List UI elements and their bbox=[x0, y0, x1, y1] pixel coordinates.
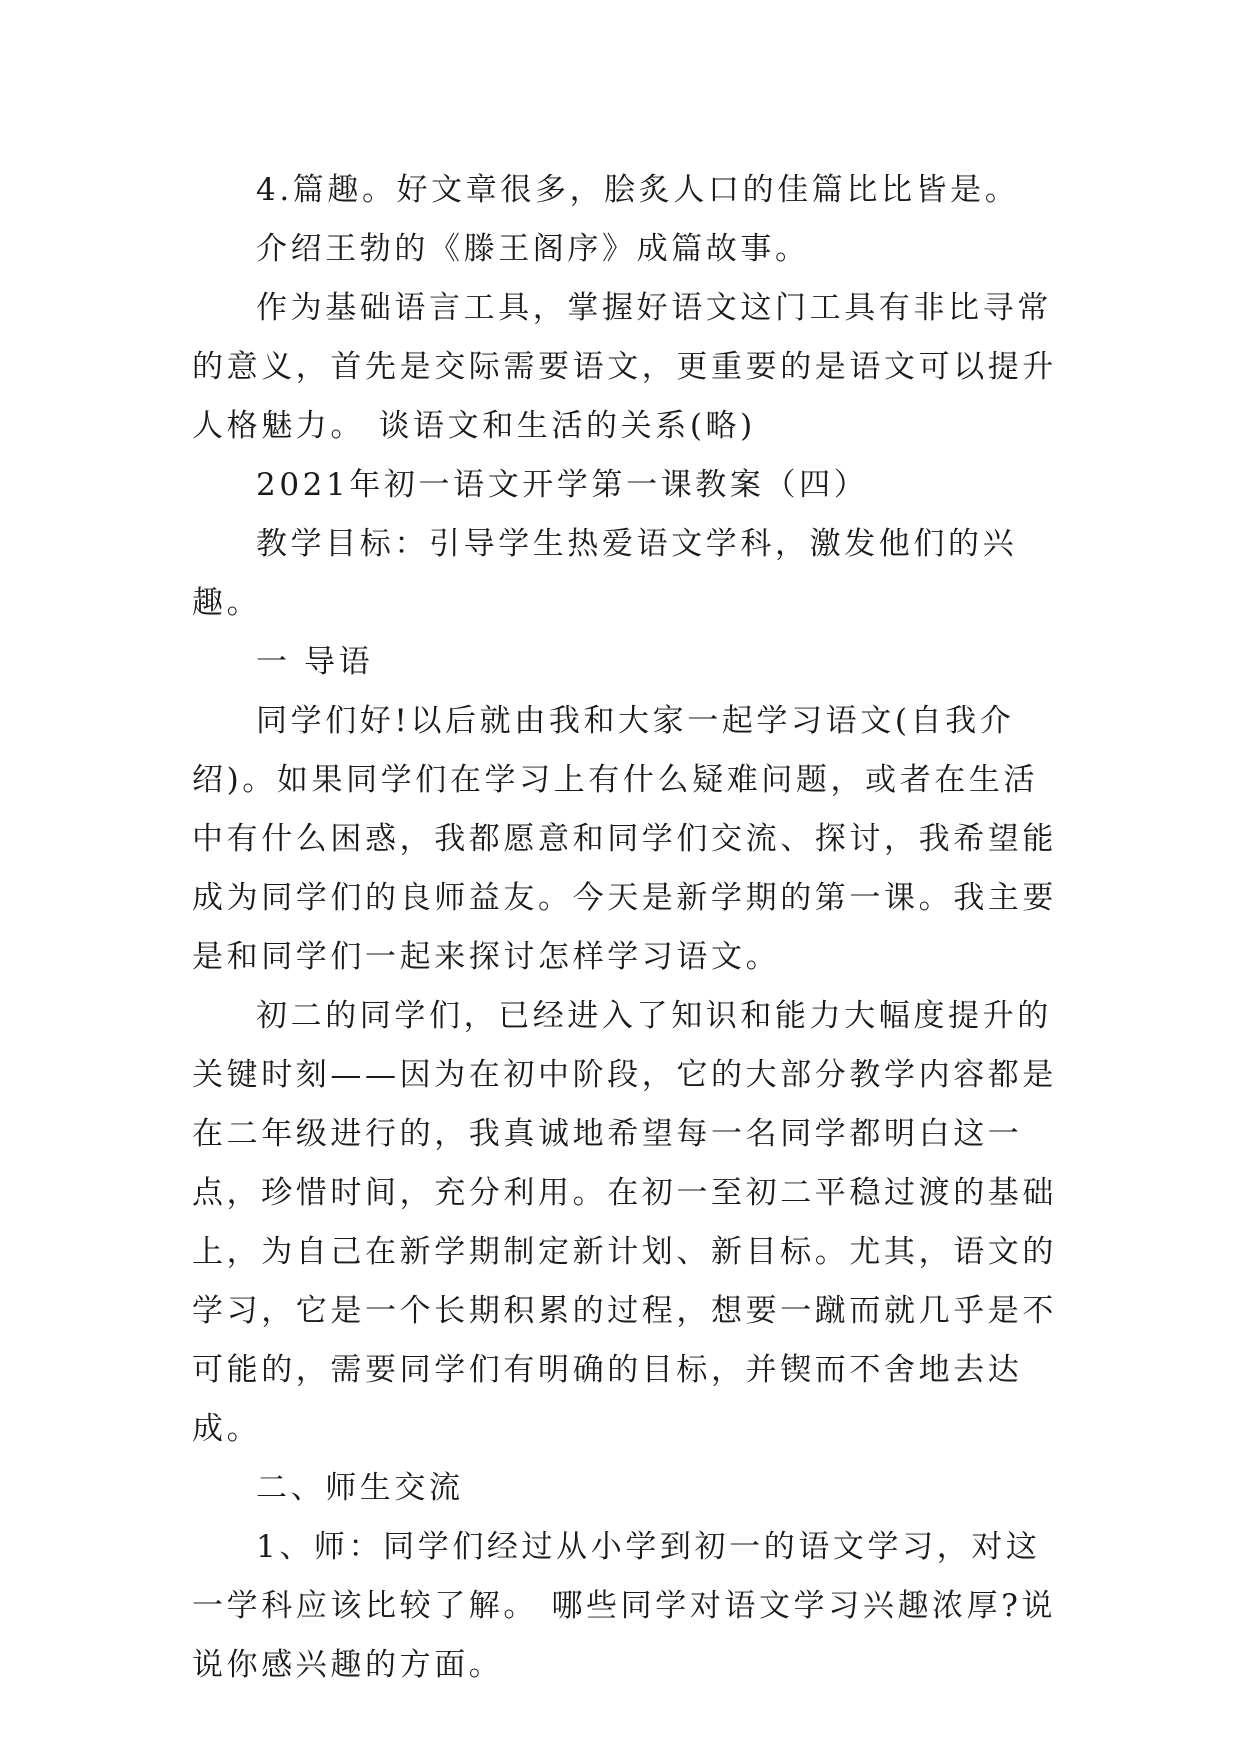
teaching-objective: 教学目标：引导学生热爱语文学科，激发他们的兴趣。 bbox=[192, 526, 1018, 621]
section-heading-intro: 一 导语 bbox=[256, 644, 374, 680]
paragraph-chapter-interest: 4.篇趣。好文章很多，脍炙人口的佳篇比比皆是。 bbox=[256, 172, 1020, 208]
lesson-plan-title: 2021年初一语文开学第一课教案（四） bbox=[256, 467, 869, 503]
paragraph-greeting: 同学们好!以后就由我和大家一起学习语文(自我介绍)。如果同学们在学习上有什么疑难问题，或者在生活中有什么困惑，我都愿意和同学们交流、探讨，我希望能成为同学们的良师益友。今天是新学期的第一课。我主要是和同学们一起来探讨怎样学习语文。 bbox=[192, 703, 1057, 975]
paragraph-teacher-question: 1、师：同学们经过从小学到初一的语文学习，对这一学科应该比较了解。 哪些同学对语文学习兴趣浓厚?说说你感兴趣的方面。 bbox=[192, 1529, 1057, 1683]
paragraph-language-tool: 作为基础语言工具，掌握好语文这门工具有非比寻常的意义，首先是交际需要语文，更重要的是语文可以提升人格魅力。 谈语文和生活的关系(略) bbox=[192, 290, 1057, 444]
paragraph-tengwangge: 介绍王勃的《滕王阁序》成篇故事。 bbox=[256, 231, 810, 267]
document-body bbox=[192, 161, 1072, 1695]
section-heading-exchange: 二、师生交流 bbox=[256, 1470, 464, 1506]
paragraph-grade-two: 初二的同学们，已经进入了知识和能力大幅度提升的关键时刻——因为在初中阶段，它的大部分教学内容都是在二年级进行的，我真诚地希望每一名同学都明白这一点，珍惜时间，充分利用。在初一至初二平稳过渡的基础上，为自己在新学期制定新计划、新目标。尤其，语文的学习，它是一个长期积累的过程，想要一蹴而就几乎是不可能的，需要同学们有明确的目标，并锲而不舍地去达成。 bbox=[192, 998, 1057, 1447]
